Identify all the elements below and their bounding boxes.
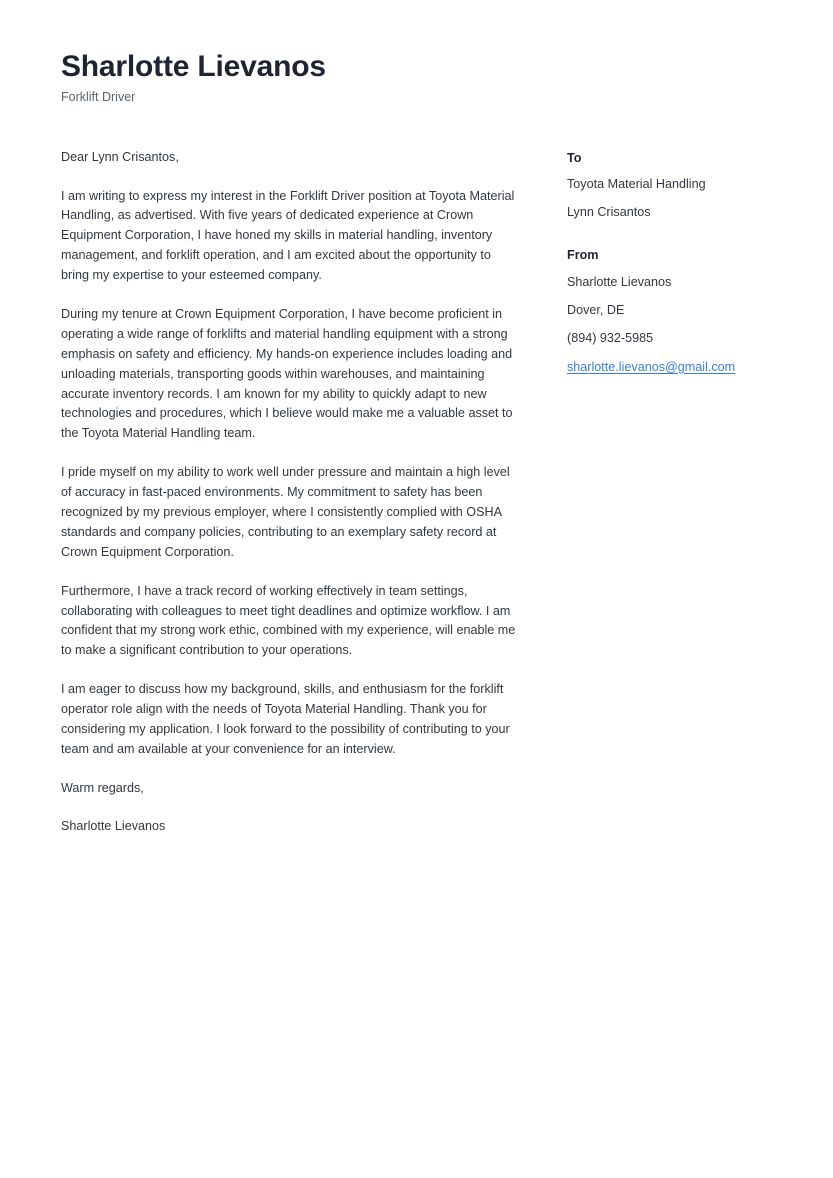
- recipient-company: Toyota Material Handling: [567, 177, 706, 192]
- applicant-name: Sharlotte Lievanos: [61, 50, 326, 83]
- sender-location: Dover, DE: [567, 302, 625, 317]
- letter-header: [61, 50, 581, 105]
- sender-phone: (894) 932-5985: [567, 330, 654, 345]
- letter-paragraph-5: I am eager to discuss how my background, skills, and enthusiasm for the forklift operator role align with the needs of Toyota Material Handling. Thank you for considering my application. I look forward to the possibility of contributing to your team and am available at your convenience for an interview.: [61, 682, 510, 756]
- letter-signature: Sharlotte Lievanos: [61, 819, 166, 834]
- recipient-name: Lynn Crisantos: [567, 205, 651, 220]
- sender-name: Sharlotte Lievanos: [567, 274, 672, 289]
- from-section-heading: From: [567, 248, 599, 263]
- applicant-job-title: Forklift Driver: [61, 90, 136, 104]
- sender-email-link[interactable]: sharlotte.lievanos@gmail.com: [567, 359, 736, 374]
- letter-closing: Warm regards,: [61, 780, 144, 795]
- letter-salutation: Dear Lynn Crisantos,: [61, 150, 179, 164]
- letter-paragraph-1: I am writing to express my interest in the Forklift Driver position at Toyota Material Handling, as advertised. With five years of dedicated experience at Crown Equipment Corporation, I have honed my skills in material handling, inventory management, and forklift operation, and I am excited about the opportunity to bring my expertise to your esteemed company.: [61, 188, 515, 283]
- letter-paragraph-4: Furthermore, I have a track record of working effectively in team settings, collaborating with colleagues to meet tight deadlines and optimize workflow. I am confident that my strong work ethic, combined with my experience, will enable me to make a significant contribution to your operations.: [61, 583, 516, 658]
- letter-paragraph-3: I pride myself on my ability to work well under pressure and maintain a high level of accuracy in fast-paced environments. My commitment to safety has been recognized by my previous employer, where I consistently complied with OSHA standards and company policies, contributing to an exemplary safety record at Crown Equipment Corporation.: [61, 465, 510, 559]
- contact-sidebar: [567, 150, 782, 376]
- to-section-heading: To: [567, 151, 582, 165]
- letter-paragraph-2: During my tenure at Crown Equipment Corporation, I have become proficient in operating a wide range of forklifts and material handling equipment with a strong emphasis on safety and efficiency. My hands-on experience includes loading and unloading materials, transporting goods within warehouses, and maintaining accurate inventory records. I am known for my ability to quickly adapt to new technologies and procedures, which I believe would make me a valuable asset to the Toyota Material Handling team.: [61, 306, 513, 441]
- letter-body: [61, 148, 519, 837]
